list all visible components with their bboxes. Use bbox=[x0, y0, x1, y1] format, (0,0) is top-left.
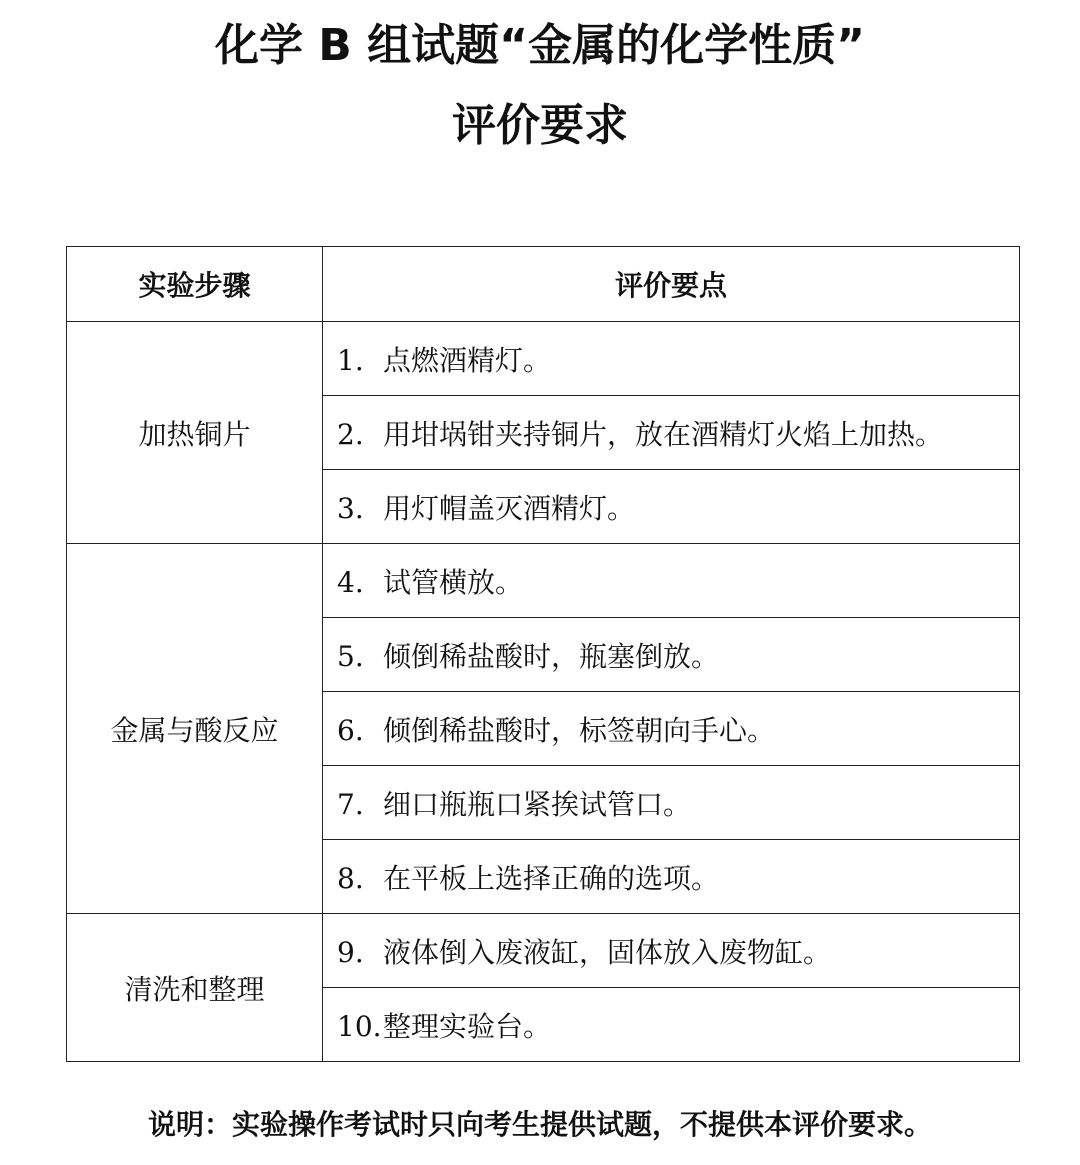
point-number: 7. bbox=[337, 787, 364, 821]
point-cell bbox=[323, 470, 1020, 544]
point-number: 9. bbox=[337, 935, 364, 969]
point-text: 在平板上选择正确的选项。 bbox=[383, 861, 720, 895]
page-subtitle: 评价要求 bbox=[452, 100, 628, 151]
step-cell-clean-up: 清洗和整理 bbox=[67, 914, 323, 1062]
point-text: 试管横放。 bbox=[383, 565, 524, 599]
point-number: 2. bbox=[337, 417, 364, 451]
point-text: 整理实验台。 bbox=[383, 1009, 552, 1043]
point-cell bbox=[323, 396, 1020, 470]
footnote: 说明：实验操作考试时只向考生提供试题，不提供本评价要求。 bbox=[147, 1108, 932, 1141]
point-text: 用灯帽盖灭酒精灯。 bbox=[383, 491, 636, 525]
point-text: 细口瓶瓶口紧挨试管口。 bbox=[383, 787, 692, 821]
point-cell bbox=[323, 914, 1020, 988]
header-step: 实验步骤 bbox=[67, 247, 323, 322]
point-number: 8. bbox=[337, 861, 364, 895]
evaluation-table bbox=[66, 246, 1020, 1062]
point-number: 3. bbox=[337, 491, 364, 525]
step-cell-heat-copper: 加热铜片 bbox=[67, 322, 323, 544]
table-header-row bbox=[67, 247, 1020, 322]
point-text: 倾倒稀盐酸时，瓶塞倒放。 bbox=[383, 639, 720, 673]
point-cell bbox=[323, 766, 1020, 840]
point-number: 10. bbox=[337, 1009, 382, 1043]
point-number: 5. bbox=[337, 639, 364, 673]
point-text: 用坩埚钳夹持铜片，放在酒精灯火焰上加热。 bbox=[383, 417, 944, 451]
table-row bbox=[67, 544, 1020, 618]
point-cell bbox=[323, 988, 1020, 1062]
point-number: 6. bbox=[337, 713, 364, 747]
table-row bbox=[67, 322, 1020, 396]
point-number: 4. bbox=[337, 565, 364, 599]
point-cell bbox=[323, 840, 1020, 914]
point-text: 液体倒入废液缸，固体放入废物缸。 bbox=[383, 935, 832, 969]
point-cell bbox=[323, 618, 1020, 692]
point-cell bbox=[323, 544, 1020, 618]
point-cell bbox=[323, 322, 1020, 396]
point-cell bbox=[323, 692, 1020, 766]
table-row bbox=[67, 914, 1020, 988]
step-cell-metal-acid: 金属与酸反应 bbox=[67, 544, 323, 914]
point-text: 点燃酒精灯。 bbox=[383, 343, 552, 377]
header-point: 评价要点 bbox=[323, 247, 1020, 322]
point-number: 1. bbox=[337, 343, 364, 377]
point-text: 倾倒稀盐酸时，标签朝向手心。 bbox=[383, 713, 776, 747]
page-title: 化学 B 组试题“金属的化学性质” bbox=[214, 20, 865, 71]
